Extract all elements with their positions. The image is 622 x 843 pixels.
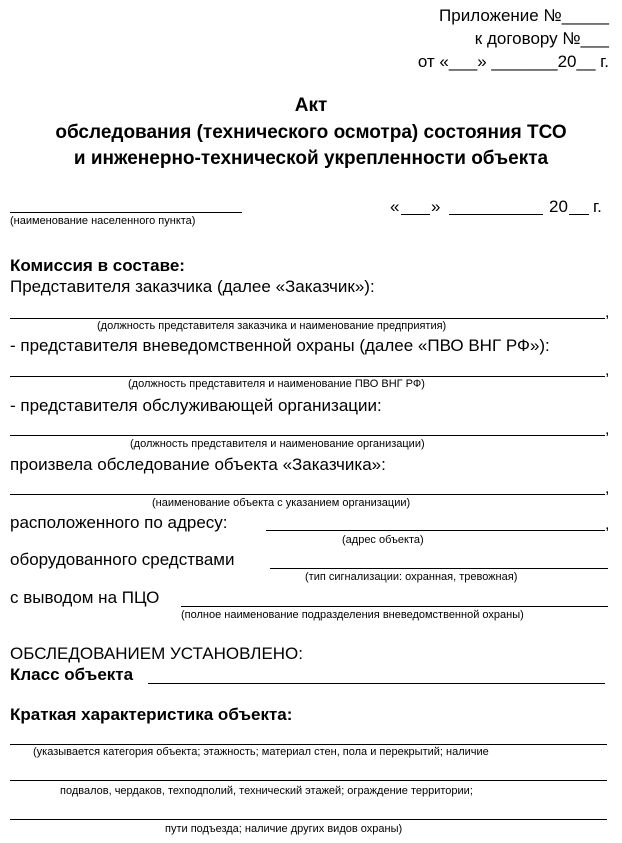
- findings-heading: ОБСЛЕДОВАНИЕМ УСТАНОВЛЕНО:: [10, 644, 304, 663]
- object-class-label: Класс объекта: [10, 665, 134, 684]
- pco-label: с выводом на ПЦО: [10, 588, 160, 607]
- customer-line: [10, 318, 605, 319]
- pco-caption: (полное наименование подразделения вневедомственной охраны): [181, 609, 524, 621]
- settlement-caption: (наименование населенного пункта): [10, 215, 196, 227]
- settlement-line: [10, 212, 242, 213]
- guard-caption: (должность представителя и наименование ПВО ВНГ РФ): [128, 378, 425, 390]
- doc-title-line3: и инженерно-технической укрепленности объекта: [73, 148, 549, 169]
- contract-date: от «___» _______20__ г.: [417, 52, 609, 71]
- date-year-line: [569, 214, 589, 215]
- contract-number: к договору №___: [474, 29, 609, 48]
- customer-caption: (должность представителя заказчика и наименование предприятия): [97, 320, 447, 332]
- equipped-label: оборудованного средствами: [10, 550, 235, 569]
- service-label: - представителя обслуживающей организации:: [10, 396, 382, 415]
- customer-label: Представителя заказчика (далее «Заказчик»):: [10, 277, 375, 296]
- address-caption: (адрес объекта): [342, 534, 424, 546]
- doc-title: Акт: [294, 95, 328, 116]
- brief-line-3: [10, 819, 607, 820]
- commission-heading: Комиссия в составе:: [10, 256, 185, 275]
- service-comma: ,: [605, 421, 610, 438]
- object-class-line: [148, 683, 605, 684]
- address-label: расположенного по адресу:: [10, 513, 228, 532]
- guard-label: - представителя вневедомственной охраны (далее «ПВО ВНГ РФ»):: [10, 336, 550, 355]
- inspected-line: [10, 494, 605, 495]
- guard-line: [10, 376, 605, 377]
- pco-line: [181, 606, 608, 607]
- inspected-comma: ,: [605, 480, 610, 497]
- doc-title-line2: обследования (технического осмотра) состояния ТСО: [55, 122, 567, 143]
- brief-caption-3: пути подъезда; наличие других видов охраны): [165, 823, 403, 835]
- brief-caption-2: подвалов, чердаков, техподполий, технический этажей; ограждение территории;: [60, 785, 473, 797]
- brief-line-2: [10, 780, 607, 781]
- date-day-line: [401, 214, 430, 215]
- date-suffix: г.: [593, 197, 602, 216]
- date-close-quote: »: [431, 197, 441, 216]
- date-month-line: [449, 214, 543, 215]
- appendix-number: Приложение №_____: [439, 6, 609, 25]
- brief-heading: Краткая характеристика объекта:: [10, 705, 293, 724]
- address-comma: ,: [605, 516, 610, 533]
- guard-comma: ,: [605, 362, 610, 379]
- inspected-label: произвела обследование объекта «Заказчика»:: [10, 455, 386, 474]
- equipped-caption: (тип сигнализации: охранная, тревожная): [305, 571, 518, 583]
- customer-comma: ,: [605, 304, 610, 321]
- equipped-line: [270, 568, 608, 569]
- date-year: 20: [549, 197, 568, 216]
- service-caption: (должность представителя и наименование организации): [130, 438, 425, 450]
- service-line: [10, 435, 605, 436]
- inspected-caption: (наименование объекта с указанием организации): [152, 497, 411, 509]
- brief-caption-1: (указывается категория объекта; этажность; материал стен, пола и перекрытий; наличие: [33, 746, 489, 758]
- date-open-quote: «: [390, 197, 400, 216]
- address-line: [266, 530, 605, 531]
- brief-line-1: [10, 744, 607, 745]
